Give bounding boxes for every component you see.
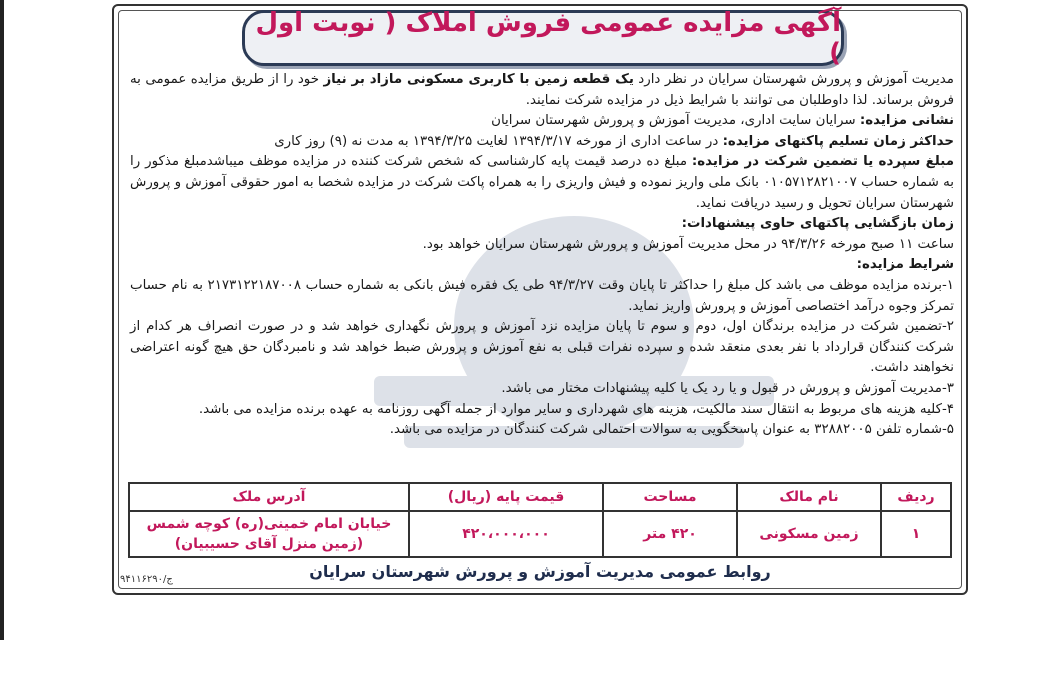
cell-area: ۴۲۰ متر (603, 511, 737, 557)
deadline-label: حداکثر زمان تسلیم پاکتهای مزایده: (722, 133, 954, 149)
condition-item-3: ۳-مدیریت آموزش و پرورش در قبول و یا رد یک یا کلیه پیشنهادات مختار می باشد. (501, 380, 954, 396)
intro-paragraph (130, 70, 954, 111)
address-text: سرایان سایت اداری، مدیریت آموزش و پرورش شهرستان سرایان (491, 113, 860, 129)
table-header-row (129, 483, 951, 511)
reference-code: ج/۹۴۱۱۶۲۹۰ (120, 574, 173, 585)
title-banner (242, 10, 844, 66)
cell-index: ۱ (881, 511, 951, 557)
notice-body (130, 70, 954, 441)
deadline-line (130, 132, 954, 153)
deposit-text: مبلغ ده درصد قیمت پایه کارشناسی که شخص شرکت کننده در مزایده موظف میباشدمبلغ مذکور را به شماره حساب ۰۱۰۵۷۱۲۸۲۱۰۰۷ بانک ملی واریز نموده و فیش واریزی را به همراه پاکت شرکت در مزایده شخصا به امور حقوقی آموزش و پرورش شهرستان سرایان تحویل و رسید دریافت نماید. (130, 154, 954, 211)
opening-label: زمان بازگشایی پاکتهای حاوی پیشنهادات: (681, 216, 954, 232)
conditions-label-line (130, 255, 954, 276)
property-table (128, 482, 952, 558)
cell-owner: زمین مسکونی (737, 511, 881, 557)
address-line-2: (زمین منزل آقای حسیبیان) (174, 536, 364, 552)
address-label: نشانی مزایده: (859, 113, 954, 129)
footer-signature: روابط عمومی مدیریت آموزش و پرورش شهرستان سرایان (309, 562, 771, 581)
condition-item-4: ۴-کلیه هزینه های مربوط به انتقال سند مالکیت، هزینه های شهرداری و سایر موارد از جمله آگهی روزنامه به عهده برنده مزایده می باشد. (198, 401, 954, 417)
deadline-text: در ساعت اداری از مورخه ۱۳۹۴/۳/۱۷ لغایت ۱۳۹۴/۳/۲۵ به مدت نه (۹) روز کاری (274, 133, 723, 149)
opening-text: ساعت ۱۱ صبح مورخه ۹۴/۳/۲۶ در محل مدیریت آموزش و پرورش شهرستان سرایان خواهد بود. (422, 236, 954, 252)
table-row (129, 511, 951, 557)
header-index: ردیف (881, 483, 951, 511)
notice-frame (112, 4, 968, 595)
conditions-label: شرایط مزایده: (856, 257, 954, 273)
opening-label-line (130, 214, 954, 235)
header-owner: نام مالک (737, 483, 881, 511)
address-line-1: خیابان امام خمینی(ره) کوچه شمس (146, 516, 392, 532)
page-title: آگهی مزایده عمومی فروش املاک ( نوبت اول ) (255, 8, 841, 68)
left-edge-rule (0, 0, 4, 640)
header-area: مساحت (603, 483, 737, 511)
deposit-label: مبلغ سپرده یا تضمین شرکت در مزایده: (691, 154, 954, 170)
intro-post: خود را از طریق مزایده عمومی به فروش برساند. لذا داوطلبان می توانند با شرایط ذیل در مزایده شرکت نمایند. (130, 72, 954, 108)
cell-price: ۴۲۰،۰۰۰،۰۰۰ (409, 511, 603, 557)
intro-bold: یک قطعه زمین با کاربری مسکونی مازاد بر نیاز (323, 72, 634, 87)
condition-item-5: ۵-شماره تلفن ۳۲۸۸۲۰۰۵ به عنوان پاسخگویی به سوالات احتمالی شرکت کنندگان در مزایده می باشد. (389, 422, 954, 438)
header-address: آدرس ملک (129, 483, 409, 511)
condition-item-1: ۱-برنده مزایده موظف می باشد کل مبلغ را حداکثر تا پایان وقت ۹۴/۳/۲۷ طی یک فقره فیش بانکی به شماره حساب ۲۱۷۳۱۲۲۱۸۷۰۰۸ به نام حساب تمرکز وجوه درآمد اختصاصی آموزش و پرورش واریز نماید. (130, 277, 954, 314)
address-line (130, 111, 954, 132)
intro-pre: مدیریت آموزش و پرورش شهرستان سرایان در نظر دارد (633, 72, 954, 87)
header-price: قیمت پایه (ریال) (409, 483, 603, 511)
cell-address (129, 511, 409, 557)
deposit-paragraph (130, 152, 954, 214)
condition-item-2: ۲-تضمین شرکت در مزایده برندگان اول، دوم و سوم تا پایان مزایده نزد آموزش و پرورش نگهداری خواهد شد و در صورت انصراف هر کدام از شرکت کنندگان قرارداد با نفر بعدی منعقد شده و سپرده نفرات قبلی به نفع آموزش و پرورش ضبط خواهد شد و نامبردگان حق هیچ گونه اعتراضی نخواهند داشت. (130, 319, 954, 376)
